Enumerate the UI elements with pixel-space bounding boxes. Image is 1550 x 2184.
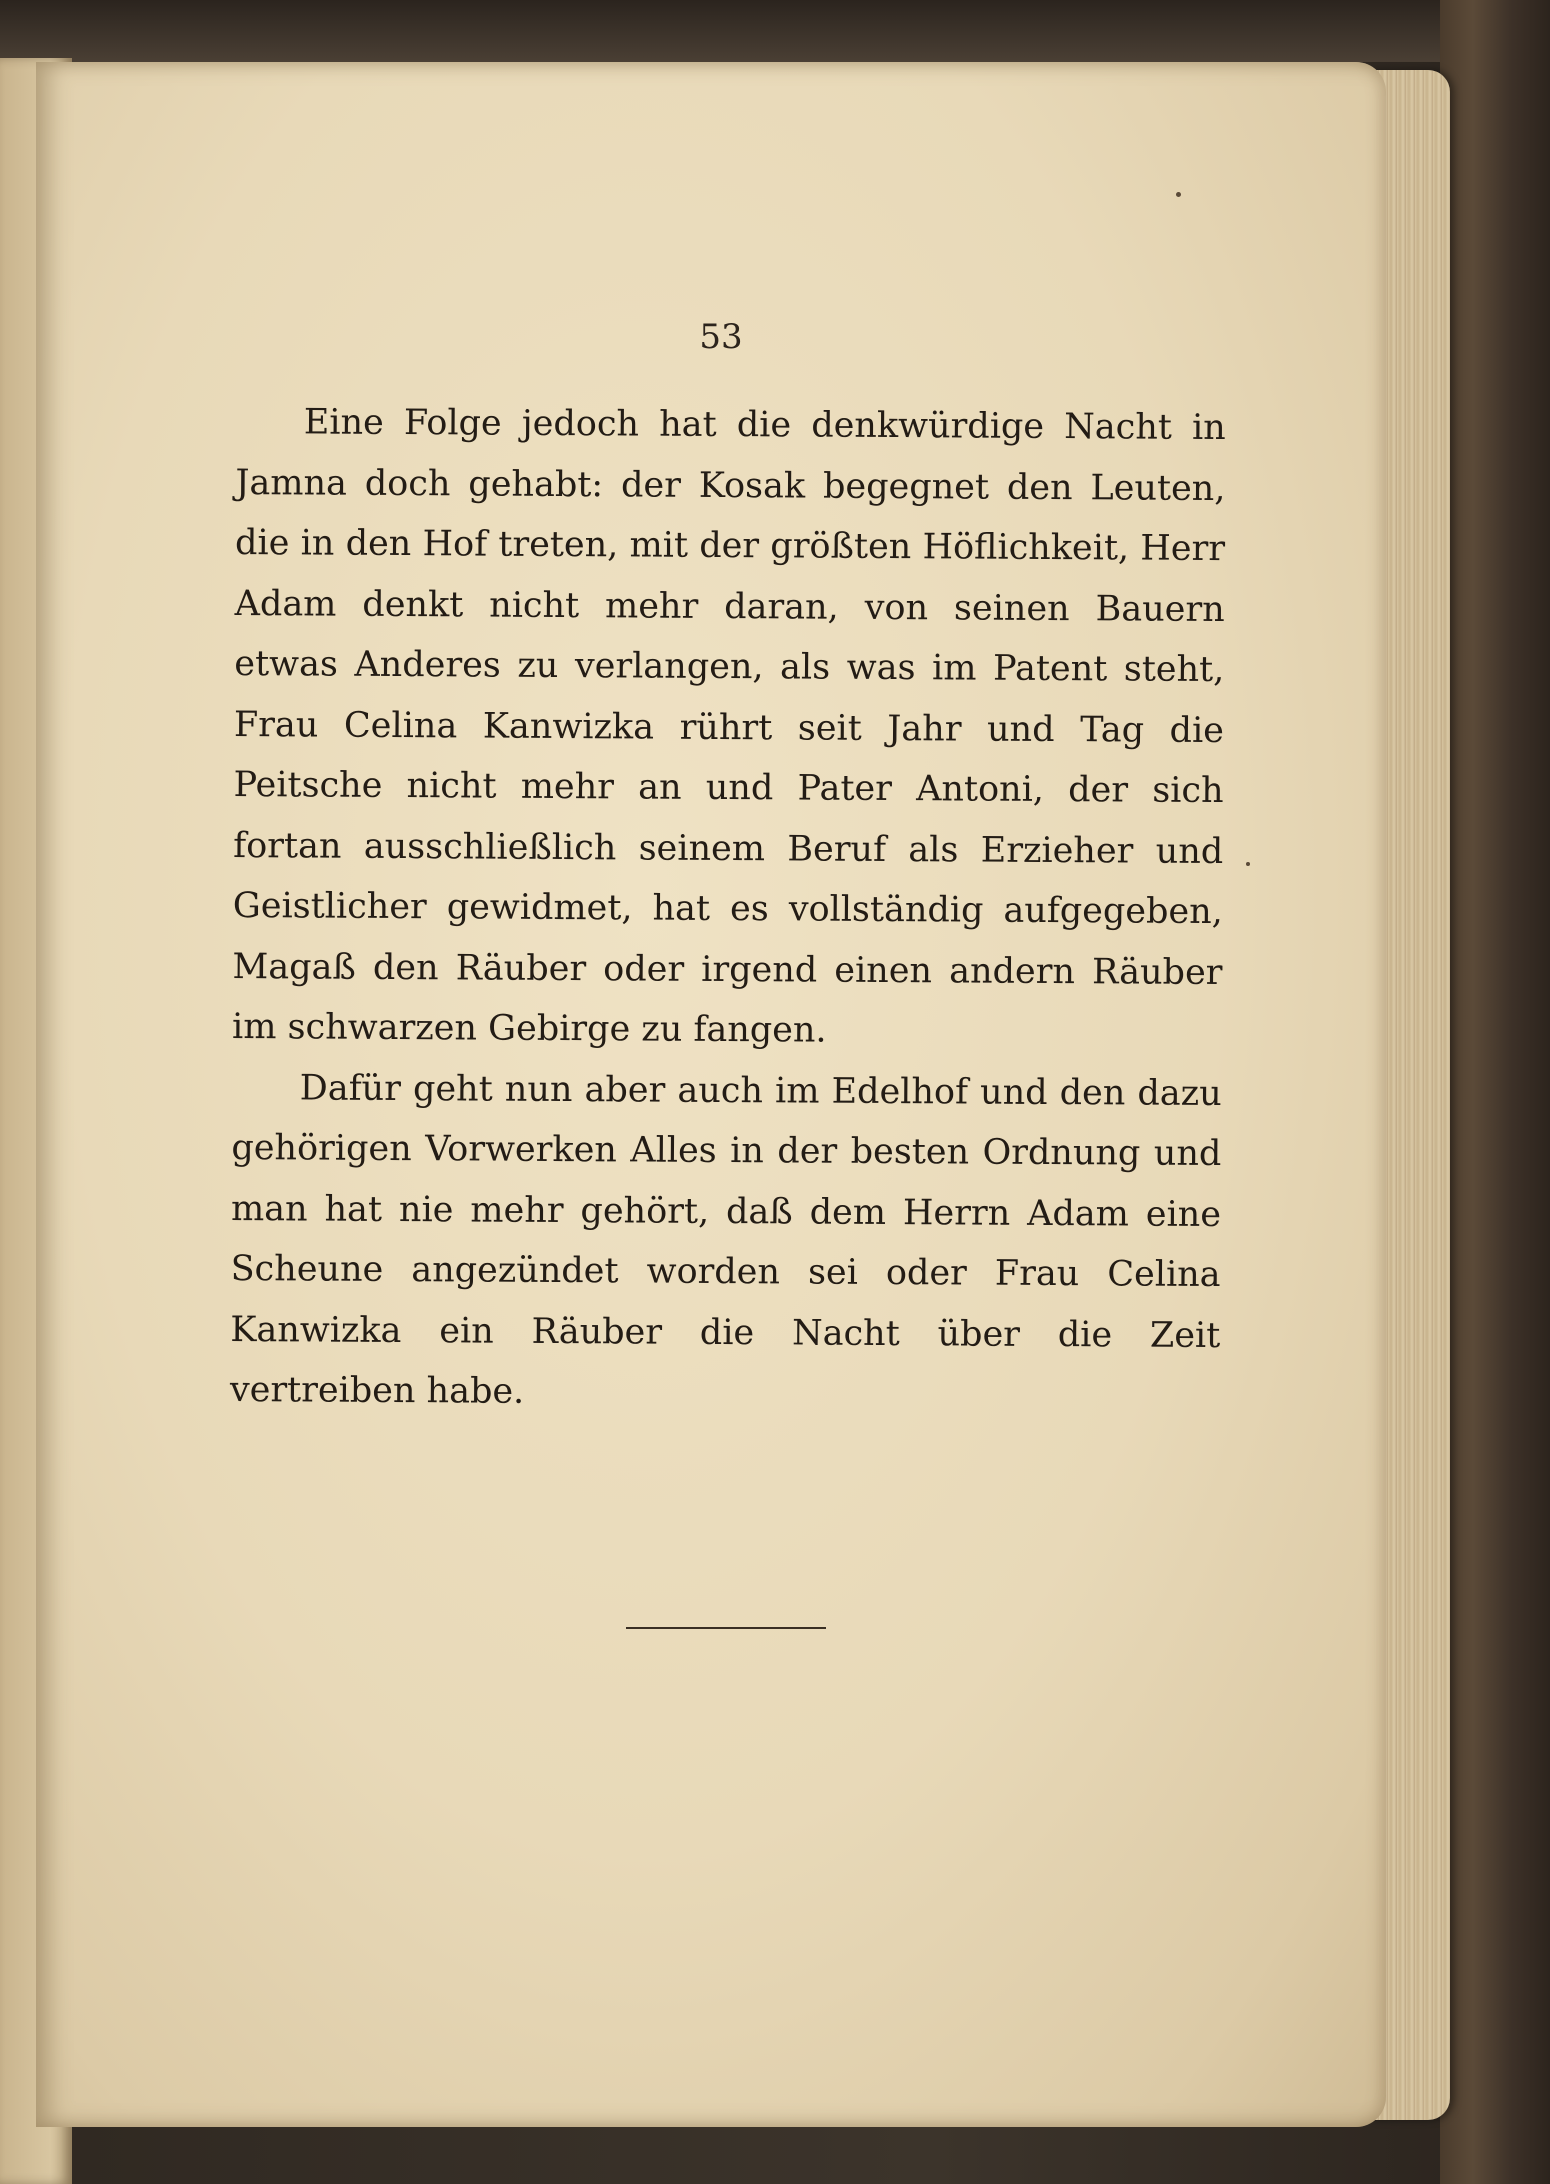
page-number [36, 317, 1386, 357]
paragraph-2: Dafür geht nun aber auch im Edelhof und den dazu gehörigen Vorwerken Alles in der besten Ordnung und man hat nie mehr gehört, daß dem Herrn Adam eine Scheune angezündet worden sei oder Frau Celina Kanwizka ein Räuber die Nacht über die Zeit vertreiben habe. [229, 1067, 1222, 1412]
paper-speck [1176, 192, 1181, 197]
page-number-text: 53 [699, 317, 743, 357]
paragraph-1: Eine Folge jedoch hat die denkwürdige Nacht in Jamna doch gehabt: der Kosak begegnet den Leuten, die in den Hof treten, mit der größten Höflichkeit, Herr Adam denkt nicht mehr daran, von seinen Bauern etwas Anderes zu verlangen, als was im Patent steht, Frau Celina Kanwizka rührt seit Jahr und Tag die Peitsche nicht mehr an und Pater Antoni, der sich fortan ausschließlich seinem Beruf als Erzieher und Geistlicher gewidmet, hat es vollständig aufgegeben, Magaß den Räuber oder irgend einen andern Räuber im schwarzen Gebirge zu fangen. [231, 402, 1226, 1051]
book-page [36, 62, 1386, 2127]
book-cover-right-edge [1440, 0, 1550, 2184]
book-cover-top-edge [0, 0, 1550, 62]
paper-speck [1246, 862, 1250, 866]
page-body-text [230, 392, 1226, 1427]
closing-rule-divider [626, 1627, 826, 1629]
